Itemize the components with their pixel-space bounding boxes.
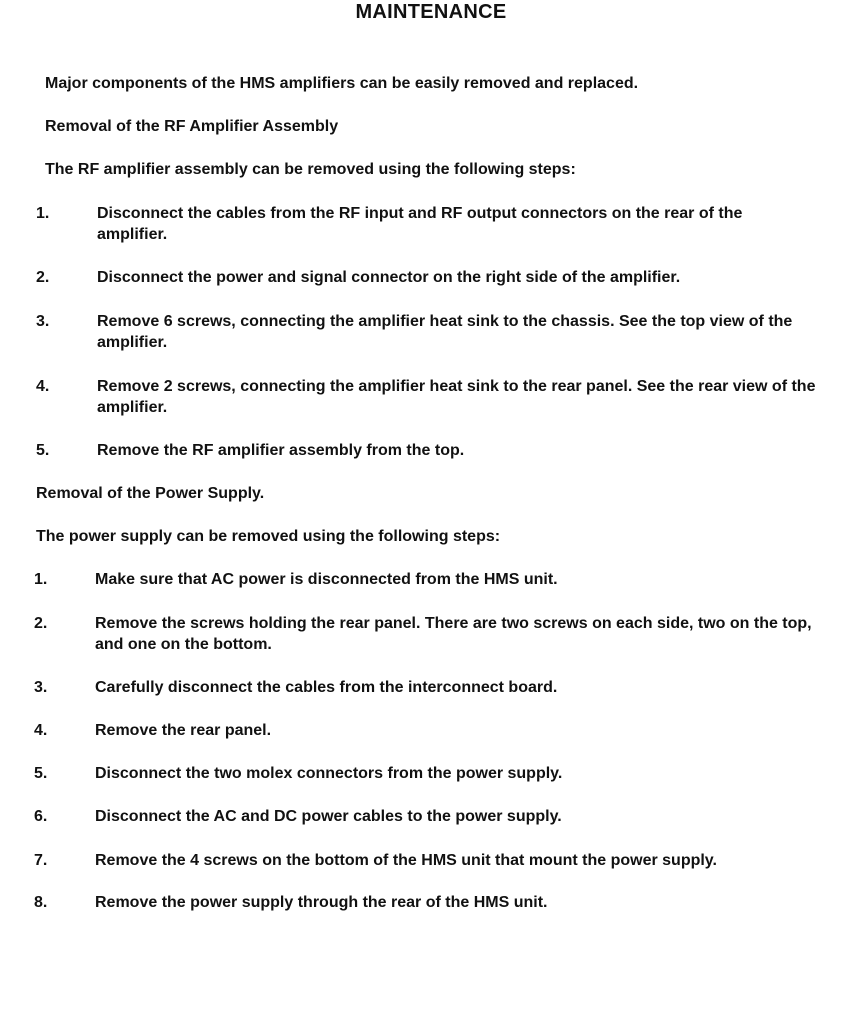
step-text: Carefully disconnect the cables from the interconnect board. xyxy=(95,679,558,696)
step-number: 7. xyxy=(34,852,48,869)
step-text: Disconnect the cables from the RF input and RF output connectors on the rear of the amplifier. xyxy=(97,205,743,243)
step-text: Make sure that AC power is disconnected from the HMS unit. xyxy=(95,571,558,588)
step-number: 2. xyxy=(36,269,50,286)
step-number: 8. xyxy=(34,894,48,911)
step-number: 5. xyxy=(34,765,48,782)
step-text: Disconnect the power and signal connector on the right side of the amplifier. xyxy=(97,269,681,286)
step-text: Remove the rear panel. xyxy=(95,722,272,739)
step-number: 5. xyxy=(36,442,50,459)
step-text: Remove the screws holding the rear panel. There are two screws on each side, two on the top, and one on the bottom. xyxy=(95,615,812,653)
step-number: 1. xyxy=(34,571,48,588)
step-text: Remove the RF amplifier assembly from the top. xyxy=(97,442,465,459)
step-text: Remove the power supply through the rear of the HMS unit. xyxy=(95,894,548,911)
step-text: Remove the 4 screws on the bottom of the HMS unit that mount the power supply. xyxy=(95,852,717,869)
step-number: 4. xyxy=(34,722,48,739)
step-number: 3. xyxy=(36,313,50,330)
ps-section-heading: Removal of the Power Supply. xyxy=(36,485,265,502)
step-number: 4. xyxy=(36,378,50,395)
step-number: 3. xyxy=(34,679,48,696)
page-title: MAINTENANCE xyxy=(355,1,507,23)
step-text: Remove 2 screws, connecting the amplifier heat sink to the rear panel. See the rear view of the amplifier. xyxy=(97,378,816,416)
intro-text: Major components of the HMS amplifiers can be easily removed and replaced. xyxy=(45,75,639,92)
step-text: Disconnect the two molex connectors from the power supply. xyxy=(95,765,563,782)
rf-section-heading: Removal of the RF Amplifier Assembly xyxy=(45,118,339,135)
step-text: Remove 6 screws, connecting the amplifier heat sink to the chassis. See the top view of the amplifier. xyxy=(97,313,793,351)
step-number: 2. xyxy=(34,615,48,632)
step-number: 1. xyxy=(36,205,50,222)
ps-section-lead: The power supply can be removed using the following steps: xyxy=(36,528,501,545)
step-number: 6. xyxy=(34,808,48,825)
rf-section-lead: The RF amplifier assembly can be removed using the following steps: xyxy=(45,161,576,178)
step-text: Disconnect the AC and DC power cables to the power supply. xyxy=(95,808,562,825)
